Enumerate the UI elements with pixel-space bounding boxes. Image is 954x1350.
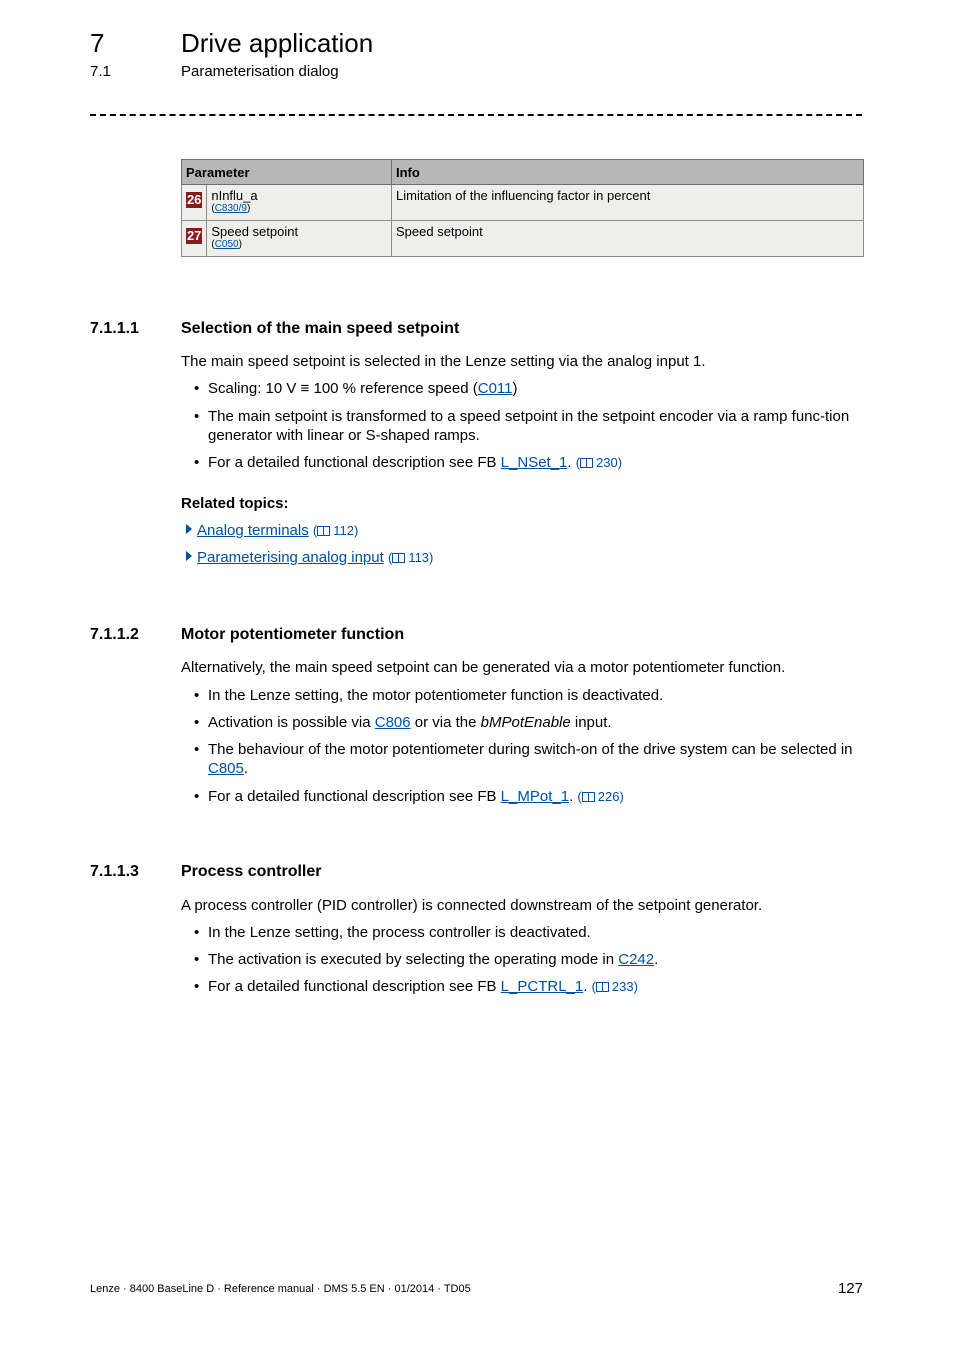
info-cell: Speed setpoint: [392, 221, 864, 257]
parameter-code-link[interactable]: C050: [214, 239, 239, 250]
parameter-code: (C050): [211, 239, 242, 250]
page-reference[interactable]: ( 233): [591, 979, 638, 994]
bullet-icon: •: [194, 741, 200, 758]
related-topic-link[interactable]: Parameterising analog input: [197, 549, 384, 566]
column-header-info: Info: [392, 160, 864, 185]
section-title: Parameterisation dialog: [181, 63, 339, 80]
bullet-icon: •: [194, 951, 200, 968]
bullet-text: input.: [570, 714, 612, 731]
parameter-cell: [207, 221, 392, 257]
parameter-name: Speed setpoint: [211, 224, 299, 239]
page-number-ref: 112: [333, 523, 354, 538]
info-cell: Limitation of the influencing factor in percent: [392, 185, 864, 221]
bullet-text: For a detailed functional description see FB: [208, 454, 501, 471]
parameter-table: [181, 159, 864, 257]
bullet-text: or via the: [410, 714, 481, 731]
bullet-text: .: [243, 760, 249, 777]
l-nset-1-link[interactable]: L_NSet_1: [500, 454, 568, 471]
row-number-cell: [182, 185, 207, 221]
section-2-number: 7.1.1.2: [90, 626, 139, 643]
footer-text: Lenze · 8400 BaseLine D · Reference manual · DMS 5.5 EN · 01/2014 · TD05: [90, 1283, 471, 1295]
c011-link[interactable]: C011: [477, 380, 513, 397]
book-icon: [580, 458, 593, 468]
list-item: [194, 787, 862, 806]
bullet-text: For a detailed functional description see FB: [208, 978, 501, 995]
section-number: 7.1: [90, 63, 111, 80]
bullet-icon: •: [194, 454, 200, 471]
bullet-icon: •: [194, 380, 200, 397]
signal-name: bMPotEnable: [480, 714, 571, 731]
list-item: [194, 453, 862, 472]
bullet-text: .: [654, 951, 659, 968]
related-topic-analog-terminals[interactable]: [186, 522, 358, 539]
bullet-icon: •: [194, 687, 200, 704]
bullet-text: Activation is possible via: [208, 714, 375, 731]
parameter-code-link[interactable]: C830/9: [214, 203, 247, 214]
list-item: [194, 923, 862, 942]
bullet-text: .: [567, 454, 572, 471]
bullet-text: In the Lenze setting, the process controller is deactivated.: [208, 924, 591, 941]
c805-link[interactable]: C805: [208, 760, 244, 777]
parameter-cell: [207, 185, 392, 221]
section-3-number: 7.1.1.3: [90, 863, 139, 880]
c242-link[interactable]: C242: [618, 951, 655, 968]
page-reference[interactable]: ( 112): [312, 523, 359, 538]
bullet-text: .: [583, 978, 588, 995]
page-number-ref: 113: [408, 550, 430, 565]
page-reference[interactable]: ( 230): [575, 455, 623, 470]
section-1-intro: The main speed setpoint is selected in the Lenze setting via the analog input 1.: [181, 353, 706, 370]
bullet-text: The main setpoint is transformed to a speed setpoint in the setpoint encoder via a ramp func-tion generator with linear or S-shaped ramps.: [208, 408, 850, 444]
page-number-ref: 226: [597, 789, 620, 804]
bullet-icon: •: [194, 978, 200, 995]
table-header-row: [182, 160, 864, 185]
page-reference[interactable]: ( 113): [387, 550, 434, 565]
list-item: [194, 686, 862, 705]
section-1-number: 7.1.1.1: [90, 320, 139, 337]
bullet-text: The activation is executed by selecting the operating mode in: [208, 951, 619, 968]
related-topic-parameterising-analog-input[interactable]: [186, 549, 433, 566]
list-item: [194, 950, 862, 969]
section-1-title: Selection of the main speed setpoint: [181, 320, 460, 337]
book-icon: [582, 792, 595, 802]
table-row: [182, 221, 864, 257]
list-item: [194, 379, 862, 398]
arrow-right-icon: [186, 524, 192, 534]
section-2-intro: Alternatively, the main speed setpoint can be generated via a motor potentiometer function.: [181, 659, 786, 676]
parameter-code: (C830/9): [211, 203, 251, 214]
bullet-icon: •: [194, 408, 200, 425]
row-number-cell: [182, 221, 207, 257]
page-number-ref: 230: [596, 455, 618, 470]
list-item: [194, 740, 862, 778]
page-number-ref: 233: [611, 979, 634, 994]
table-row: [182, 185, 864, 221]
chapter-number: 7: [90, 28, 105, 58]
bullet-icon: •: [194, 714, 200, 731]
l-mpot-1-link[interactable]: L_MPot_1: [500, 788, 570, 805]
header-divider: [90, 114, 862, 116]
page-reference[interactable]: ( 226): [577, 789, 624, 804]
bullet-text: ): [512, 380, 518, 397]
list-item: [194, 977, 862, 996]
number-badge: 26: [186, 192, 202, 207]
parameter-name: nInflu_a: [211, 188, 258, 203]
arrow-right-icon: [186, 551, 192, 561]
related-topics-label: Related topics:: [181, 495, 289, 512]
related-topic-link[interactable]: Analog terminals: [197, 522, 309, 539]
bullet-text: .: [569, 788, 574, 805]
book-icon: [596, 982, 609, 992]
list-item: [194, 407, 862, 445]
bullet-text: The behaviour of the motor potentiometer during switch-on of the drive system can be selected in: [208, 741, 853, 758]
c806-link[interactable]: C806: [374, 714, 411, 731]
bullet-icon: •: [194, 924, 200, 941]
bullet-text: For a detailed functional description see FB: [208, 788, 501, 805]
section-3-intro: A process controller (PID controller) is connected downstream of the setpoint generator.: [181, 897, 763, 914]
chapter-title: Drive application: [181, 28, 374, 58]
section-3-title: Process controller: [181, 863, 322, 880]
book-icon: [392, 553, 405, 563]
bullet-text: Scaling: 10 V ≡ 100 % reference speed (: [208, 380, 478, 397]
number-badge: 27: [186, 228, 202, 243]
page-number: 127: [837, 1280, 863, 1297]
l-pctrl-1-link[interactable]: L_PCTRL_1: [500, 978, 584, 995]
book-icon: [317, 526, 330, 536]
list-item: [194, 713, 862, 732]
bullet-text: In the Lenze setting, the motor potentiometer function is deactivated.: [208, 687, 664, 704]
bullet-icon: •: [194, 788, 200, 805]
section-2-title: Motor potentiometer function: [181, 626, 405, 643]
column-header-parameter: Parameter: [182, 160, 392, 185]
